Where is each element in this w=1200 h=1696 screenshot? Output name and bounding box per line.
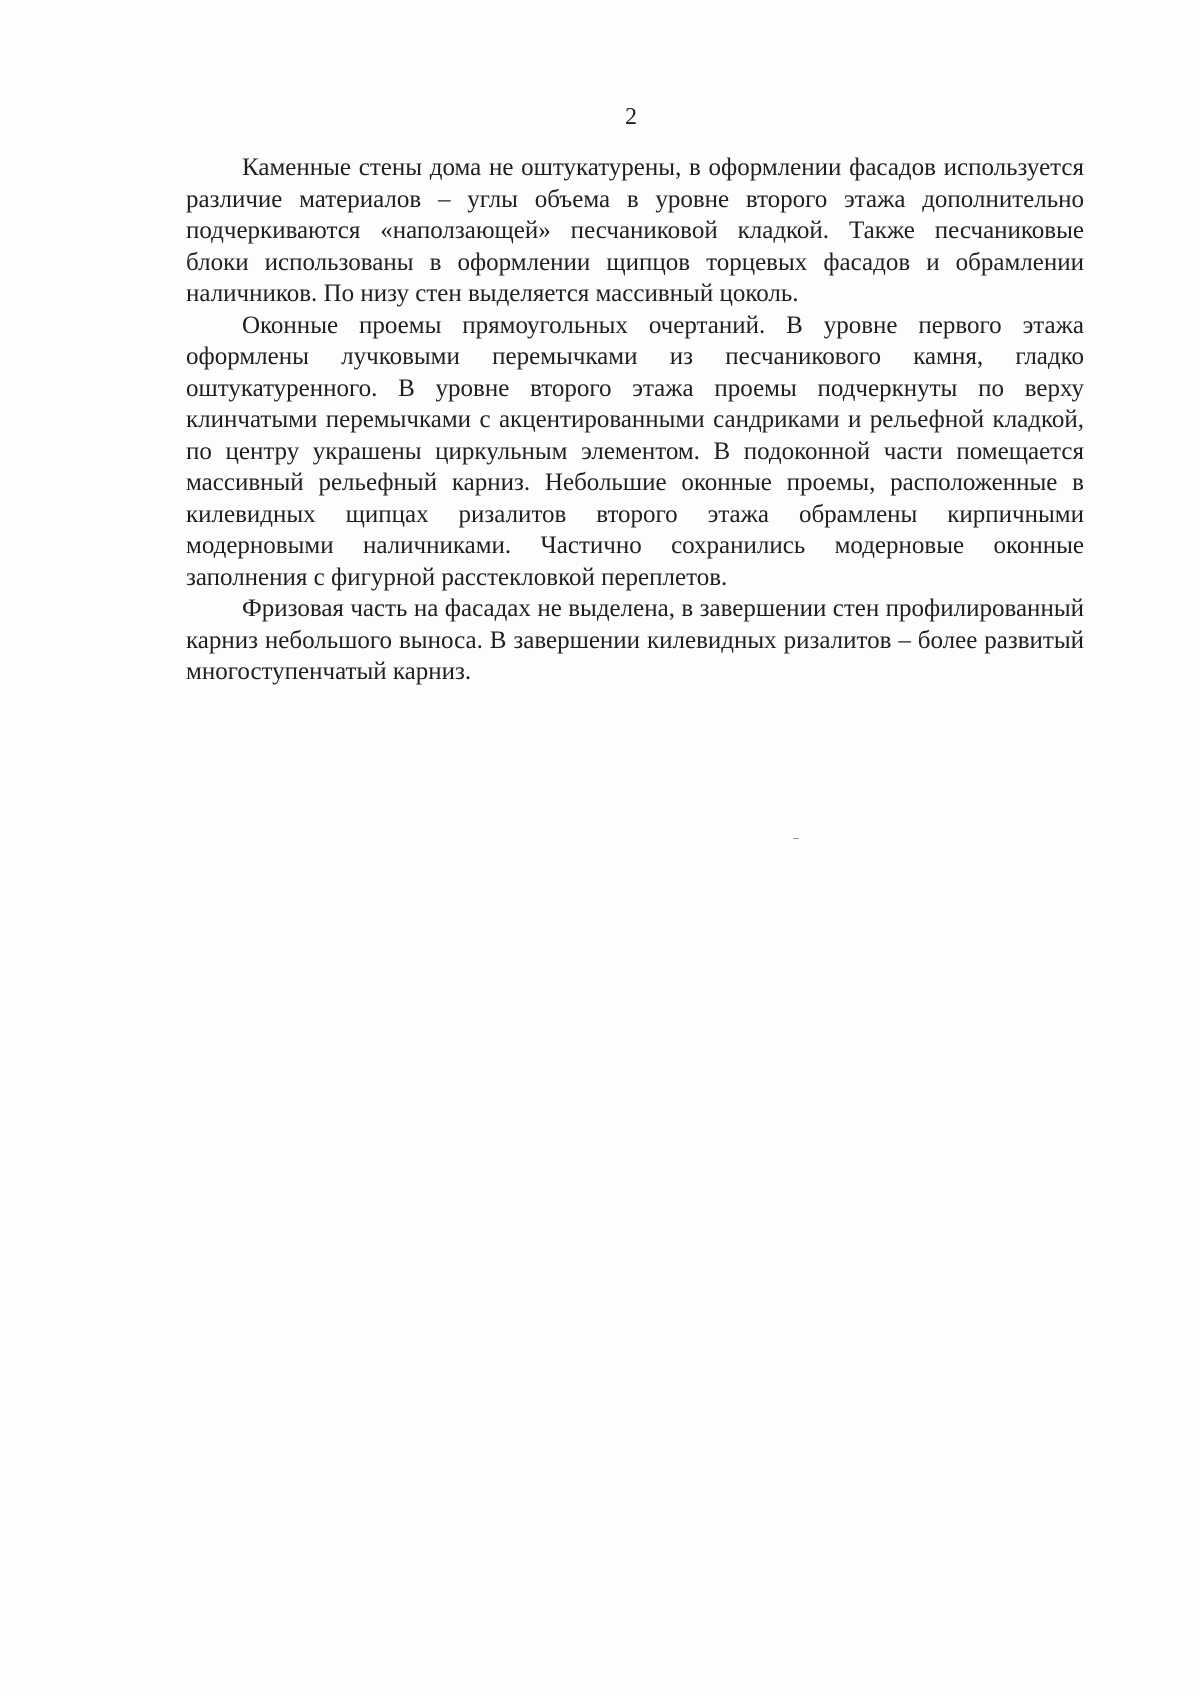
paragraph-walls: Каменные стены дома не оштукатурены, в оформлении фасадов используется различие материалов – углы объема в уровне второго этажа дополнительно подчеркиваются «наползающей» песчаниковой кладкой. Также песчаниковые блоки использованы в оформлении щипцов торцевых фасадов и обрамлении наличников. По низу стен выделяется массивный цоколь. bbox=[186, 154, 1084, 307]
page-number: 2 bbox=[625, 104, 637, 130]
scan-artifact bbox=[793, 838, 799, 839]
document-body bbox=[186, 152, 1084, 688]
paragraph-windows: Оконные проемы прямоугольных очертаний. В уровне первого этажа оформлены лучковыми перемычками из песчаникового камня, гладко оштукатуренного. В уровне второго этажа проемы подчеркнуты по верху клинчатыми перемычками с акцентированными сандриками и рельефной кладкой, по центру украшены циркульным элементом. В подоконной части помещается массивный рельефный карниз. Небольшие оконные проемы, расположенные в килевидных щипцах ризалитов второго этажа обрамлены кирпичными модерновыми наличниками. Частично сохранились модерновые оконные заполнения с фигурной расстекловкой переплетов. bbox=[186, 311, 1084, 591]
paragraph-frieze: Фризовая часть на фасадах не выделена, в завершении стен профилированный карниз небольшого выноса. В завершении килевидных ризалитов – более развитый многоступенчатый карниз. bbox=[186, 595, 1084, 685]
